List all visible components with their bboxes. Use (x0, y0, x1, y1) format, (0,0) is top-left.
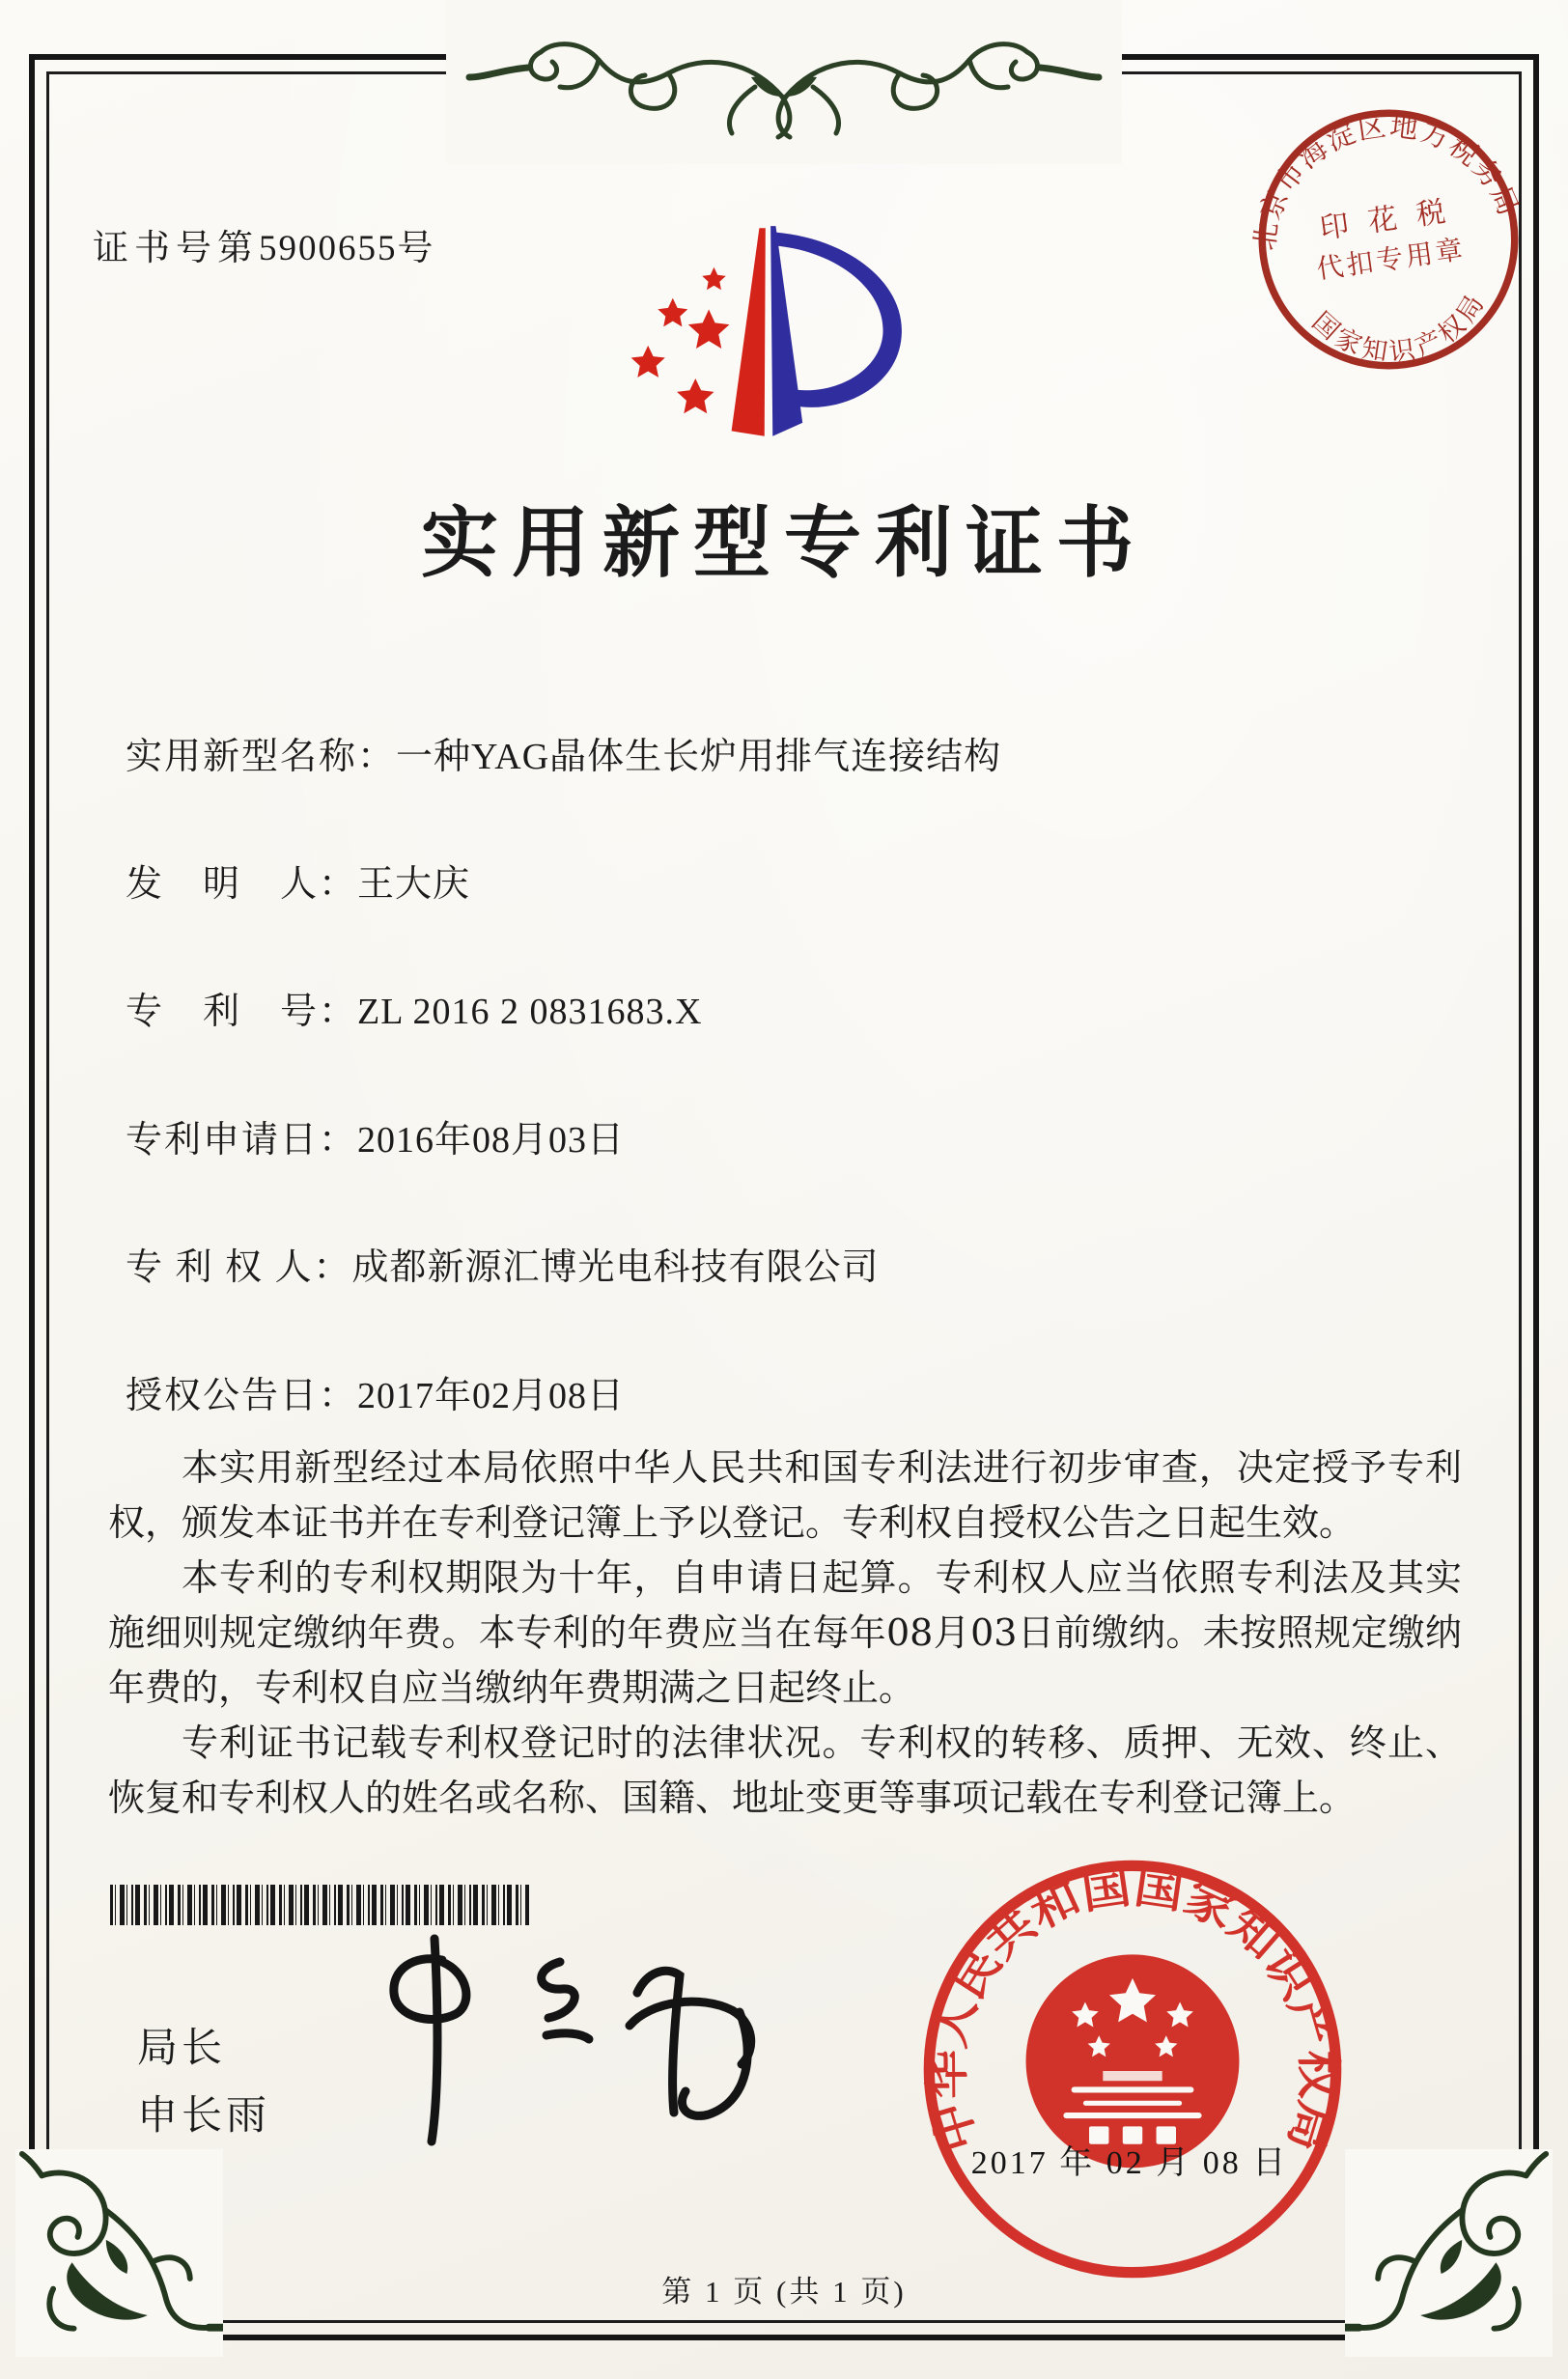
certificate-number-value: 5900655 (259, 229, 398, 268)
field-value: 王大庆 (357, 864, 471, 905)
tax-stamp-top-text: 北京市海淀区地方税务局 (1249, 111, 1525, 253)
dragon-ornament-icon (446, 0, 1122, 164)
signer-name: 申长雨 (137, 2092, 271, 2138)
field-value: 2017年02月08日 (357, 1376, 626, 1416)
seal-date: 2017 年 02 月 08 日 (970, 2145, 1289, 2181)
field-label: 发 明 人： (126, 864, 358, 905)
signature-handwriting-icon (319, 1931, 821, 2163)
field-patentee (126, 1237, 880, 1290)
field-value: 一种YAG晶体生长炉用排气连接结构 (396, 737, 1002, 777)
tax-stamp-center-line2: 代扣专用章 (1314, 235, 1469, 286)
field-label: 专利申请日： (126, 1120, 358, 1161)
legal-text-block (108, 1441, 1462, 1826)
field-label: 实用新型名称： (126, 737, 397, 777)
sipo-logo-icon (614, 224, 954, 471)
field-label: 专 利 权 人： (126, 1247, 352, 1288)
corner-flourish-icon (15, 2149, 223, 2357)
field-label: 专 利 号： (126, 992, 358, 1032)
field-grant-publication-date (126, 1365, 625, 1418)
official-seal-icon (915, 1852, 1350, 2286)
tax-stamp-center-line1: 印 花 税 (1317, 195, 1454, 245)
field-application-date (126, 1109, 625, 1162)
field-utility-model-name (126, 726, 1001, 779)
page-number: 第 1 页 (共 1 页) (661, 2275, 907, 2309)
field-value: 2016年08月03日 (357, 1120, 626, 1161)
field-inventor (126, 854, 470, 907)
certificate-title: 实用新型专利证书 (421, 502, 1147, 587)
svg-text:国家知识产权局 (1304, 284, 1498, 378)
tax-stamp-seal-icon (1225, 76, 1553, 404)
legal-paragraph: 专利证书记载专利权登记时的法律状况。专利权的转移、质押、无效、终止、恢复和专利权人的姓名或名称、国籍、地址变更等事项记载在专利登记簿上。 (108, 1721, 1462, 1819)
field-value: ZL 2016 2 0831683.X (357, 992, 703, 1032)
signer-title: 局长 (137, 2025, 227, 2070)
corner-flourish-icon (1345, 2149, 1553, 2357)
legal-paragraph: 本实用新型经过本局依照中华人民共和国专利法进行初步审查，决定授予专利权，颁发本证书并在专利登记簿上予以登记。专利权自授权公告之日起生效。 (108, 1446, 1462, 1544)
barcode (110, 1885, 529, 1925)
certificate-number (93, 218, 439, 270)
certificate-number-suffix: 号 (397, 229, 439, 268)
tax-stamp-bottom-text: 国家知识产权局 (1306, 286, 1492, 368)
field-value: 成都新源汇博光电科技有限公司 (351, 1247, 880, 1288)
certificate-number-prefix: 证书号第 (93, 229, 259, 268)
legal-paragraph: 本专利的专利权期限为十年，自申请日起算。专利权人应当依照专利法及其实施细则规定缴纳年费。本专利的年费应当在每年08月03日前缴纳。未按照规定缴纳年费的，专利权自应当缴纳年费期满之日起终止。 (108, 1556, 1462, 1709)
seal-ring-text: 中华人民共和国国家知识产权局 (922, 1861, 1343, 2157)
field-label: 授权公告日： (126, 1376, 358, 1416)
field-patent-number (126, 981, 702, 1034)
